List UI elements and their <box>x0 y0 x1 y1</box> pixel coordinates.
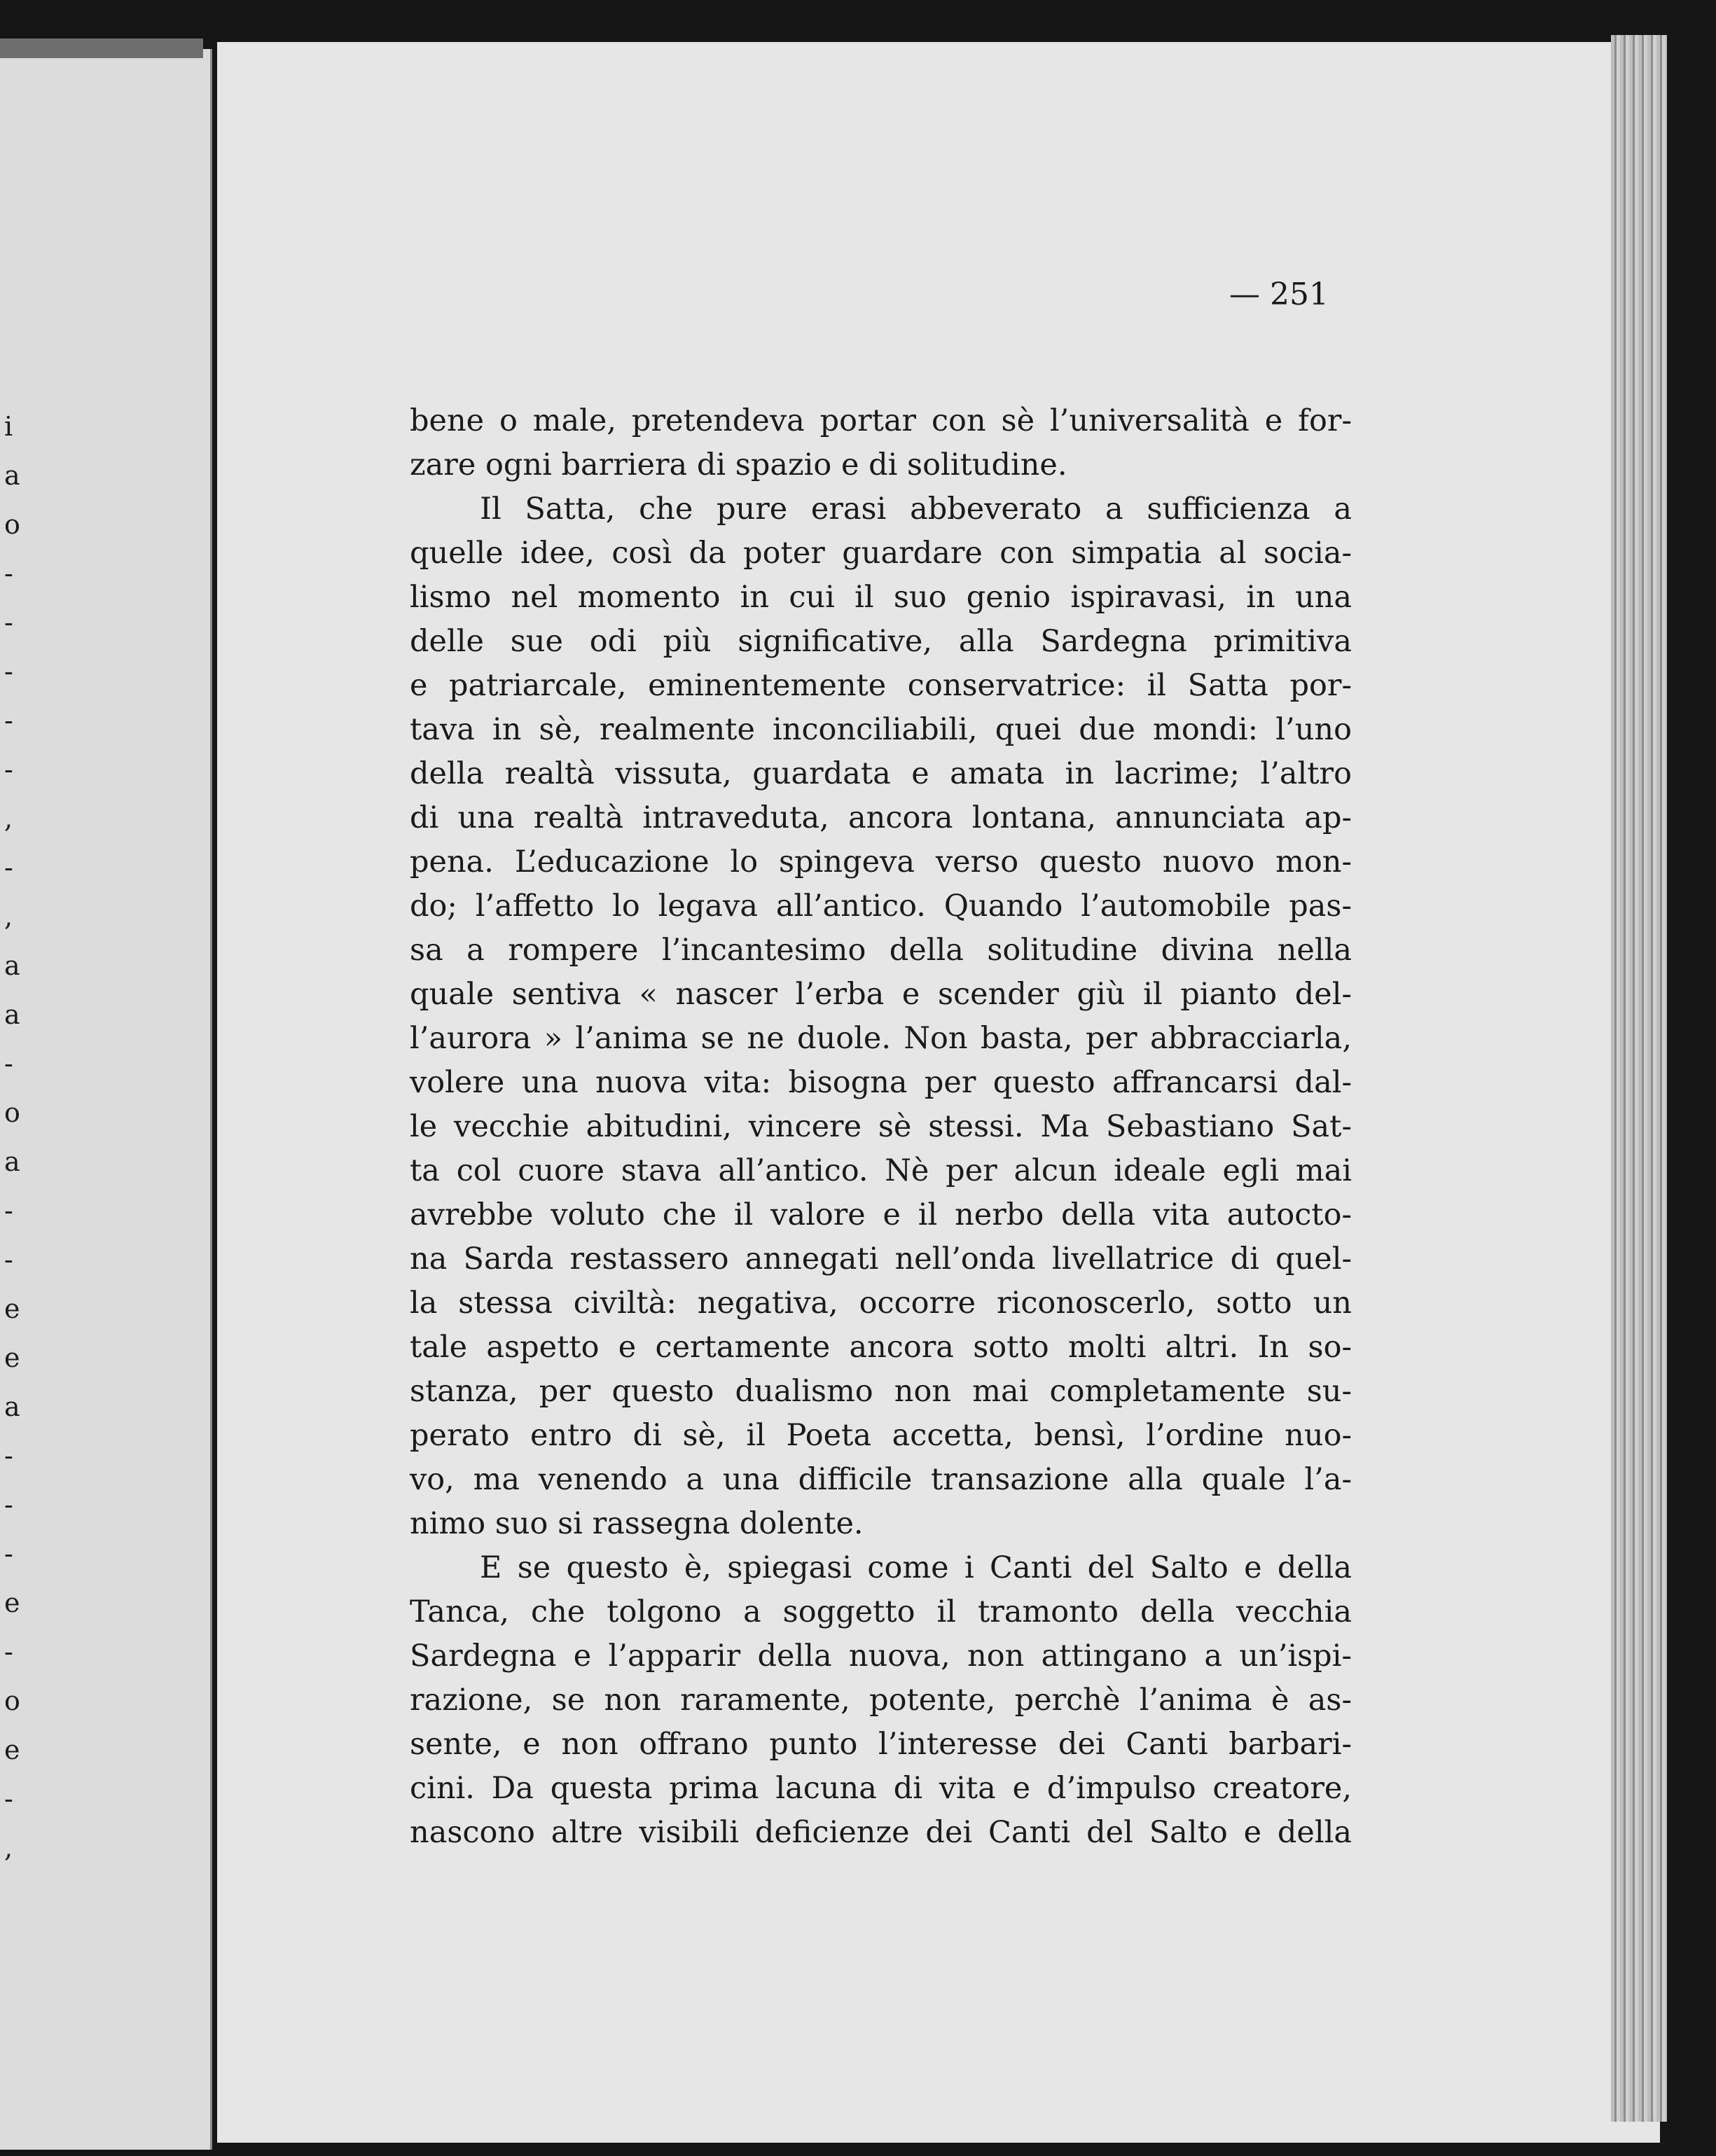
margin-fragment: - <box>4 1783 13 1814</box>
margin-fragment: - <box>4 1636 13 1667</box>
text-line: quelle idee, così da poter guardare con simpatia al socia- <box>410 536 1352 571</box>
margin-fragment: o <box>4 1685 20 1716</box>
margin-fragment: - <box>4 705 13 736</box>
text-line: lismo nel momento in cui il suo genio ispiravasi, in una <box>410 580 1352 615</box>
margin-fragment: - <box>4 1048 13 1079</box>
text-line: na Sarda restassero annegati nell’onda livellatrice di quel- <box>410 1242 1352 1277</box>
text-line: cini. Da questa prima lacuna di vita e d’impulso creatore, <box>410 1771 1352 1806</box>
text-line: avrebbe voluto che il valore e il nerbo della vita autocto- <box>410 1197 1352 1232</box>
margin-fragment: o <box>4 509 20 540</box>
margin-fragment: a <box>4 999 20 1030</box>
margin-fragment: o <box>4 1097 20 1128</box>
margin-fragment: a <box>4 1146 20 1177</box>
text-line: Il Satta, che pure erasi abbeverato a sufficienza a <box>480 492 1352 527</box>
text-line: volere una nuova vita: bisogna per questo affrancarsi dal- <box>410 1065 1352 1100</box>
text-line: tale aspetto e certamente ancora sotto molti altri. In so- <box>410 1330 1352 1365</box>
left-page <box>0 49 212 2150</box>
margin-fragment: - <box>4 852 13 883</box>
text-line: ta col cuore stava all’antico. Nè per alcun ideale egli mai <box>410 1153 1352 1188</box>
text-line: di una realtà intraveduta, ancora lontana, annunciata ap- <box>410 800 1352 835</box>
page-number: — 251 <box>1229 277 1329 312</box>
text-line: e patriarcale, eminentemente conservatrice: il Satta por- <box>410 668 1352 703</box>
margin-fragment: a <box>4 1391 20 1422</box>
text-line: nimo suo si rassegna dolente. <box>410 1506 864 1541</box>
text-line: bene o male, pretendeva portar con sè l’universalità e for- <box>410 403 1352 438</box>
text-line: perato entro di sè, il Poeta accetta, bensì, l’ordine nuo- <box>410 1418 1352 1453</box>
margin-fragment: - <box>4 1440 13 1471</box>
text-line: E se questo è, spiegasi come i Canti del Salto e della <box>480 1550 1352 1585</box>
margin-fragment: - <box>4 754 13 785</box>
margin-fragment: a <box>4 460 20 491</box>
text-line: do; l’affetto lo legava all’antico. Quando l’automobile pas- <box>410 889 1352 924</box>
text-line: delle sue odi più significative, alla Sardegna primitiva <box>410 624 1352 659</box>
margin-fragment: - <box>4 1195 13 1226</box>
text-line: Sardegna e l’apparir della nuova, non attingano a un’ispi- <box>410 1639 1352 1674</box>
margin-fragment: - <box>4 656 13 687</box>
margin-fragment: - <box>4 1244 13 1275</box>
text-line: sente, e non offrano punto l’interesse dei Canti barbari- <box>410 1727 1352 1762</box>
margin-fragment: e <box>4 1293 20 1324</box>
margin-fragment: a <box>4 950 20 981</box>
text-line: le vecchie abitudini, vincere sè stessi. Ma Sebastiano Sat- <box>410 1109 1352 1144</box>
text-line: tava in sè, realmente inconciliabili, quei due mondi: l’uno <box>410 712 1352 747</box>
text-line: nascono altre visibili deficienze dei Canti del Salto e della <box>410 1815 1352 1850</box>
margin-fragment: - <box>4 607 13 638</box>
text-line: Tanca, che tolgono a soggetto il tramonto della vecchia <box>410 1594 1352 1629</box>
margin-fragment: i <box>4 411 13 442</box>
margin-fragment: , <box>4 1832 13 1863</box>
text-line: razione, se non raramente, potente, perchè l’anima è as- <box>410 1683 1352 1718</box>
text-line: la stessa civiltà: negativa, occorre riconoscerlo, sotto un <box>410 1286 1352 1321</box>
margin-fragment: e <box>4 1587 20 1618</box>
margin-fragment: - <box>4 558 13 589</box>
margin-fragment: - <box>4 1489 13 1520</box>
text-line: stanza, per questo dualismo non mai completamente su- <box>410 1374 1352 1409</box>
margin-fragment: , <box>4 901 13 932</box>
text-line: zare ogni barriera di spazio e di solitudine. <box>410 447 1067 482</box>
text-line: sa a rompere l’incantesimo della solitudine divina nella <box>410 933 1352 968</box>
left-page-top-edge <box>0 39 203 58</box>
margin-fragment: e <box>4 1734 20 1765</box>
left-page-margin-fragments <box>0 413 21 1884</box>
margin-fragment: - <box>4 1538 13 1569</box>
margin-fragment: e <box>4 1342 20 1373</box>
text-line: l’aurora » l’anima se ne duole. Non basta, per abbracciarla, <box>410 1021 1352 1056</box>
text-line: quale sentiva « nascer l’erba e scender giù il pianto del- <box>410 977 1352 1012</box>
margin-fragment: , <box>4 803 13 834</box>
text-line: pena. L’educazione lo spingeva verso questo nuovo mon- <box>410 844 1352 879</box>
body-text <box>410 399 1352 1855</box>
page-edges <box>1611 35 1667 2122</box>
text-line: vo, ma venendo a una difficile transazione alla quale l’a- <box>410 1462 1352 1497</box>
text-line: della realtà vissuta, guardata e amata in lacrime; l’altro <box>410 756 1352 791</box>
